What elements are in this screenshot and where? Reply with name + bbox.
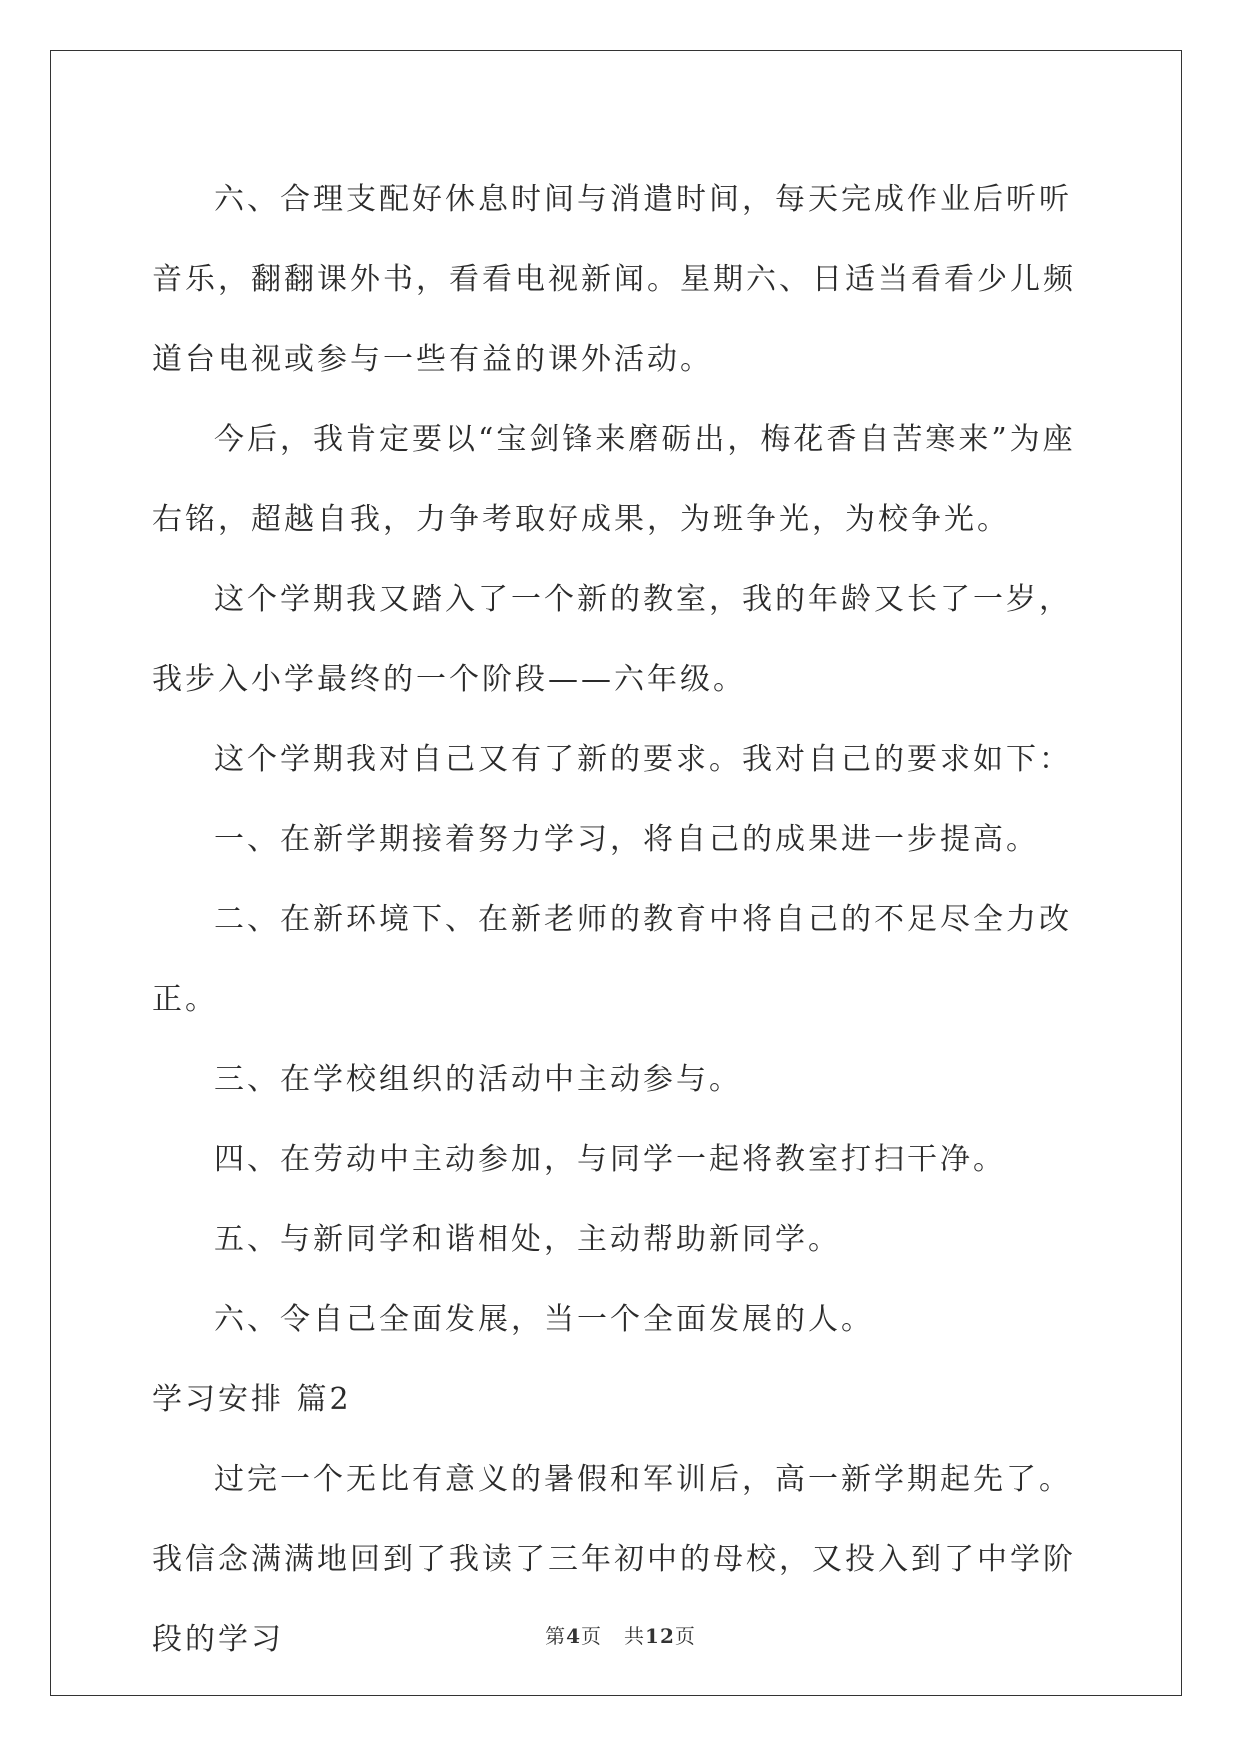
paragraph: 这个学期我对自己又有了新的要求。我对自己的要求如下： [214,742,1072,777]
section-heading: 学习安排 篇2 [152,1382,352,1417]
paragraph: 今后，我肯定要以“宝剑锋来磨砺出，梅花香自苦寒来”为座右铭，超越自我，力争考取好成果，为班争光，为校争光。 [152,422,1076,537]
paragraph: 二、在新环境下、在新老师的教育中将自己的不足尽全力改正。 [152,902,1072,1017]
paragraph: 四、在劳动中主动参加，与同学一起将教室打扫干净。 [214,1142,1006,1177]
page-suffix: 页 [581,1624,603,1648]
paragraph: 五、与新同学和谐相处，主动帮助新同学。 [214,1222,841,1257]
paragraph: 这个学期我又踏入了一个新的教室，我的年龄又长了一岁，我步入小学最终的一个阶段——六年级。 [152,582,1072,697]
paragraph: 过完一个无比有意义的暑假和军训后，高一新学期起先了。我信念满满地回到了我读了三年初中的母校，又投入到了中学阶段的学习 [152,1462,1076,1657]
page-prefix: 第 [545,1624,567,1648]
paragraph: 六、令自己全面发展，当一个全面发展的人。 [214,1302,874,1337]
paragraph: 六、合理支配好休息时间与消遣时间，每天完成作业后听听音乐，翻翻课外书，看看电视新闻。星期六、日适当看看少儿频道台电视或参与一些有益的课外活动。 [152,182,1076,377]
document-body [152,160,1092,1680]
total-suffix: 页 [674,1624,696,1648]
paragraph: 一、在新学期接着努力学习，将自己的成果进一步提高。 [214,822,1039,857]
total-pages: 12 [645,1624,675,1648]
page-number: 4 [566,1624,582,1648]
paragraph: 三、在学校组织的活动中主动参与。 [214,1062,742,1097]
page-footer [0,1620,1241,1649]
total-prefix: 共 [624,1624,646,1648]
